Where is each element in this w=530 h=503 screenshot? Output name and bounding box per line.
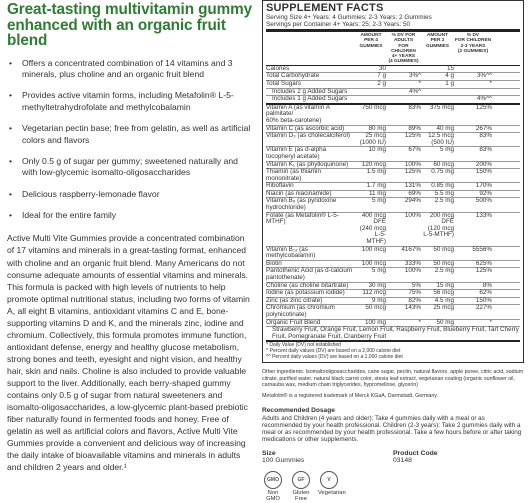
amount-4-gummies: 100 mcg	[361, 259, 386, 267]
amount-2-gummies: 12.5 mcg (500 IU)	[428, 132, 454, 146]
nutrient-name: Niacin (as niacinamide)	[266, 189, 332, 197]
nutrient-name: Vitamin B₆ (as pyridoxine hydrochloride)	[266, 197, 337, 212]
dv-adults: 125%	[404, 168, 421, 176]
amount-2-gummies: 25 mcg	[433, 304, 454, 312]
amount-4-gummies: 10 mg	[368, 146, 386, 154]
facts-row	[266, 268, 520, 282]
vegetarian-badge	[318, 471, 346, 503]
size-value: 100 Gummies	[262, 457, 305, 465]
nutrient-name: Biotin	[266, 259, 282, 267]
amount-4-gummies: 25 mcg (1000 IU)	[359, 132, 386, 146]
feature-list	[7, 58, 253, 222]
header-dv-adults: % DV FOR ADULTS FOR CHILDREN 4+ YEARS (4 GUMMIES)	[388, 33, 419, 65]
amount-2-gummies: 0.85 mg	[431, 182, 454, 190]
amount-4-gummies: 50 mcg	[365, 304, 386, 312]
dv-children: 500%	[475, 197, 492, 205]
dv-children: 5556%	[472, 245, 492, 253]
amount-2-gummies	[421, 89, 454, 96]
facts-row	[266, 247, 520, 261]
dv-adults: 143%	[404, 304, 421, 312]
amount-2-gummies: 4.5 mg	[434, 296, 454, 304]
amount-4-gummies: 120 mcg	[361, 160, 386, 168]
vegetarian-label: Vegetarian	[318, 489, 346, 496]
nutrient-name: Riboflavin	[266, 182, 294, 190]
amount-4-gummies: 1.5 mg	[366, 168, 386, 176]
dv-adults: 69%	[408, 189, 421, 197]
code-block	[393, 450, 524, 465]
gluten-free-icon: GF	[292, 471, 310, 489]
nutrient-name: Organic Fruit Blend	[266, 318, 321, 326]
dv-children: 83%	[479, 146, 492, 154]
amount-4-gummies: 100 mcg	[361, 245, 386, 253]
footnote-1000: ^^ Percent daily values (DV) are based on a 1,000 calorie diet	[266, 354, 403, 361]
size-and-code	[262, 450, 524, 465]
amount-2-gummies: 200 mcg DFE (120 mcg L-5-MTHF)	[423, 211, 454, 239]
fruit-blend-list: Strawberry Fruit, Orange Fruit, Lemon Fruit, Raspberry Fruit, Blueberry Fruit, Tart Cherry Fruit, Pomegranate Fruit, Cranberry Fruit	[266, 327, 520, 342]
nutrient-name: Includes 2 g Added Sugars	[272, 87, 348, 95]
amount-2-gummies: 60 mcg	[433, 160, 454, 168]
dv-adults: 100%	[404, 211, 421, 219]
code-value: 03148	[393, 457, 412, 465]
amount-2-gummies: 375 mcg	[429, 103, 454, 111]
dv-adults	[386, 66, 421, 73]
supplement-facts-panel	[262, 0, 524, 363]
nutrient-name: Vitamin A (as vitamin A palmitate/ 60% beta-carotene)	[266, 103, 330, 124]
amount-4-gummies: 5 mg	[372, 267, 386, 275]
amount-2-gummies: 15 mg	[436, 281, 454, 289]
dv-children: 267%	[475, 124, 492, 132]
amount-2-gummies: 40 mg	[436, 124, 454, 132]
feature-item: • Only 0.5 g of sugar per gummy; sweetened naturally and with low-glycemic isomalto-oligosaccharides	[7, 156, 253, 179]
nutrient-name: Includes 1 g Added Sugars	[272, 95, 348, 103]
amount-2-gummies: 56 mcg	[433, 289, 454, 297]
amount-4-gummies	[356, 96, 386, 103]
header-dv-children: % DV FOR CHILDREN 2-3 YEARS (2 GUMMIES)	[454, 33, 492, 54]
nutrient-name: Choline (as choline bitartrate)	[266, 281, 349, 289]
amount-2-gummies: 50 mcg	[433, 259, 454, 267]
product-details-column	[262, 0, 524, 503]
facts-row	[266, 73, 520, 81]
dv-children: 200%	[475, 160, 492, 168]
amount-2-gummies: 5 mg	[440, 146, 454, 154]
nutrient-name: Vitamin K₁ (as phylloquinone)	[266, 160, 349, 168]
amount-2-gummies: 2.5 mg	[434, 267, 454, 275]
gluten-free-badge	[290, 471, 312, 503]
certification-badges	[262, 471, 524, 503]
dv-children	[454, 89, 492, 96]
amount-2-gummies: 0.75 mg	[431, 168, 454, 176]
feature-item: • Offers a concentrated combination of 14 vitamins and 3 minerals, plus choline and an organic fruit blend	[7, 58, 253, 81]
dv-children: 8%	[482, 281, 492, 289]
product-description: Active Multi Vite Gummies provide a concentrated combination of 17 vitamins and minerals in a great-tasting format, enhanced with choline and an organic fruit blend. Many Americans do not consume adequate amounts of essential vitamins and minerals. This formula is packed with high levels of nutrients to help promote optimal nutritional status, including two forms of vitamin A, all eight B vitamins, antioxidant vitamins C and E, bone-supporting vitamins D and K, and the minerals zinc, iodine and chromium. Collectively, this formula promotes immune function, antioxidant defense, energy and healthy glucose metabolism, strong bones and teeth, eyesight and night vision, and healthy hair, skin and nails. Choline is also included to provide valuable support to the liver. Additionally, each berry-shaped gummy contains only 0.5 g of sugar from natural sweeteners and isomalto-oligosaccharides, a low-glycemic plant-based prebiotic fiber naturally found in fermented foods and honey. Free of gelatin as well as artificial colors and flavors, Active Multi Vite Gummies provide a convenient and delicious way of increasing the daily intake of bioavailable vitamins and minerals in adults and children 2 years and older.¹	[7, 233, 250, 473]
amount-2-gummies: 4 g	[445, 72, 454, 80]
dv-adults: *	[418, 318, 421, 326]
dv-children: 150%	[475, 296, 492, 304]
amount-4-gummies: 30	[378, 64, 386, 72]
facts-row	[266, 169, 520, 183]
facts-row	[266, 213, 520, 247]
feature-item: • Ideal for the entire family	[7, 210, 253, 222]
facts-row	[266, 133, 520, 147]
nutrient-name: Vitamin E (as d-alpha tocopheryl acetate)	[266, 146, 327, 160]
product-headline: Great-tasting multivitamin gummy enhanced with an organic fruit blend	[7, 1, 252, 49]
dv-adults	[386, 96, 421, 103]
dv-children: *	[489, 318, 492, 326]
amount-4-gummies: 750 mcg	[361, 103, 386, 111]
amount-4-gummies: 11 mg	[368, 189, 386, 197]
trademark-note: Metafolin® is a registered trademark of Merck KGaA, Darmstadt, Germany.	[262, 393, 439, 400]
nutrient-name: Chromium (as chromium polynicotinate)	[266, 304, 335, 318]
facts-row	[266, 198, 520, 212]
supplement-facts-title: SUPPLEMENT FACTS	[266, 2, 384, 14]
dv-adults: 89%	[408, 124, 421, 132]
dv-adults: 67%	[408, 146, 421, 154]
amount-2-gummies: 15	[446, 64, 454, 72]
dv-adults: 75%	[408, 289, 421, 297]
amount-4-gummies: 400 mcg DFE (240 mcg L-5-MTHF)	[359, 211, 386, 246]
dv-adults: 131%	[404, 182, 421, 190]
header-amount-2: AMOUNT PER 2 GUMMIES	[426, 33, 449, 49]
dv-adults: 3%^	[408, 72, 421, 80]
vegetarian-icon: V	[320, 471, 338, 489]
non-gmo-icon: GMO	[264, 471, 282, 489]
dv-children: 125%	[475, 103, 492, 111]
other-ingredients: Other ingredients: Isomaltooligosaccharides, cane sugar, pectin, natural flavors, apple puree, citric acid, sodium citrate, purified water, natural black carrot color, stevia leaf extract, vegetarian coating (organic sunflower oil, carnauba wax, medium chain triglycerides, hypromellose, glycerin)	[262, 369, 524, 388]
feature-item: • Delicious raspberry-lemonade flavor	[7, 189, 253, 201]
dv-children: 92%	[479, 189, 492, 197]
nutrient-name: Pantothenic Acid (as d-calcium pantothenate)	[266, 267, 353, 281]
gluten-free-label: Gluten Free	[292, 489, 310, 503]
dosage-title: Recommended Dosage	[262, 406, 335, 414]
servings-per-container: Servings per Container 4+ Years: 25; 2-3 Years: 50	[266, 21, 411, 28]
header-nutrient	[266, 33, 356, 65]
dv-adults: 294%	[404, 197, 421, 205]
non-gmo-badge	[262, 471, 284, 503]
dv-children: 170%	[475, 182, 492, 190]
amount-4-gummies: 112 mcg	[362, 289, 386, 297]
nutrient-name: Vitamin D₃ (as cholecalciferol)	[266, 132, 350, 140]
dv-children: 62%	[479, 289, 492, 297]
dv-adults: 4167%	[401, 245, 421, 253]
dv-adults: 83%	[408, 103, 421, 111]
amount-4-gummies: 1.7 mg	[366, 182, 386, 190]
dv-adults: 125%	[404, 132, 421, 140]
dv-children: *	[489, 79, 492, 87]
size-label: Size	[262, 449, 276, 457]
facts-rows	[266, 66, 520, 327]
amount-2-gummies: 50 mg	[436, 318, 454, 326]
non-gmo-label: Non GMO	[266, 489, 280, 503]
dv-children: 83%	[479, 132, 492, 140]
amount-2-gummies: 5.5 mg	[434, 189, 454, 197]
dv-children: 150%	[475, 168, 492, 176]
amount-4-gummies: 5 mg	[372, 197, 386, 205]
nutrient-name: Folate (as Metafolin® L-5-MTHF)	[266, 211, 339, 226]
code-label: Product Code	[393, 449, 438, 457]
product-description-column	[7, 0, 253, 492]
dv-adults: 333%	[404, 259, 421, 267]
serving-size: Serving Size 4+ Years: 4 Gummies; 2-3 Years: 2 Gummies	[266, 14, 432, 21]
footnote-2000: ^ Percent daily values (DV) are based on a 2,000 calorie diet	[266, 348, 401, 355]
dv-children: 625%	[475, 259, 492, 267]
feature-item: • Provides active vitamin forms, including Metafolin® L-5-methyltetrahydrofolate and methylcobalamin	[7, 90, 253, 113]
dv-children	[454, 66, 492, 73]
nutrient-name: Total Sugars	[266, 79, 302, 87]
amount-2-gummies: 2.5 mg	[434, 197, 454, 205]
dv-adults: 82%	[408, 296, 421, 304]
dv-children: 125%	[475, 267, 492, 275]
facts-header-row	[266, 29, 520, 66]
facts-row	[266, 147, 520, 161]
dv-children: 4%^^	[476, 95, 492, 103]
amount-4-gummies: 30 mg	[368, 281, 386, 289]
amount-4-gummies: 9 mg	[372, 296, 386, 304]
size-block	[262, 450, 393, 465]
facts-row	[266, 305, 520, 319]
footnote-dv: * Daily Value (DV) not established	[266, 342, 341, 349]
dv-children: 3%^^	[476, 72, 492, 80]
header-amount-4: AMOUNT PER 4 GUMMIES	[359, 33, 383, 49]
amount-4-gummies: 100 mg	[364, 318, 386, 326]
nutrient-name: Calories	[266, 64, 290, 72]
dv-adults: 100%	[404, 160, 421, 168]
amount-4-gummies: 80 mg	[368, 124, 386, 132]
dv-children: 227%	[475, 304, 492, 312]
facts-row	[266, 105, 520, 126]
amount-4-gummies: 7 g	[377, 72, 386, 80]
amount-2-gummies: 1 g	[445, 79, 454, 87]
dv-adults: 100%	[404, 267, 421, 275]
feature-item: • Vegetarian pectin base; free from gelatin, as well as artificial colors and flavors	[7, 123, 253, 146]
nutrient-name: Iodine (as potassium iodide)	[266, 289, 345, 297]
dosage-text: Adults and Children (4 years and older): Take 4 gummies daily with a meal or as recommended by your health professional. Children (2-3 years): Take 2 gummies daily with a meal or as recommended by your health professional. Take a few hours before or after taking medications or other supplements.	[262, 414, 522, 444]
dv-adults: *	[418, 79, 421, 87]
amount-2-gummies: 50 mcg	[433, 245, 454, 253]
dv-children: 133%	[475, 211, 492, 219]
nutrient-name: Vitamin C (as ascorbic acid)	[266, 124, 345, 132]
amount-4-gummies	[356, 89, 386, 96]
nutrient-name: Zinc (as zinc citrate)	[266, 296, 323, 304]
dv-adults: 5%	[411, 281, 421, 289]
amount-2-gummies	[421, 96, 454, 103]
nutrient-name: Vitamin B₁₂ (as methylcobalamin)	[266, 245, 316, 260]
dv-adults: 4%^	[408, 87, 421, 95]
nutrient-name: Thiamin (as thiamin mononitrate)	[266, 168, 321, 182]
nutrient-name: Total Carbohydrate	[266, 72, 320, 80]
amount-4-gummies: 2 g	[377, 79, 386, 87]
